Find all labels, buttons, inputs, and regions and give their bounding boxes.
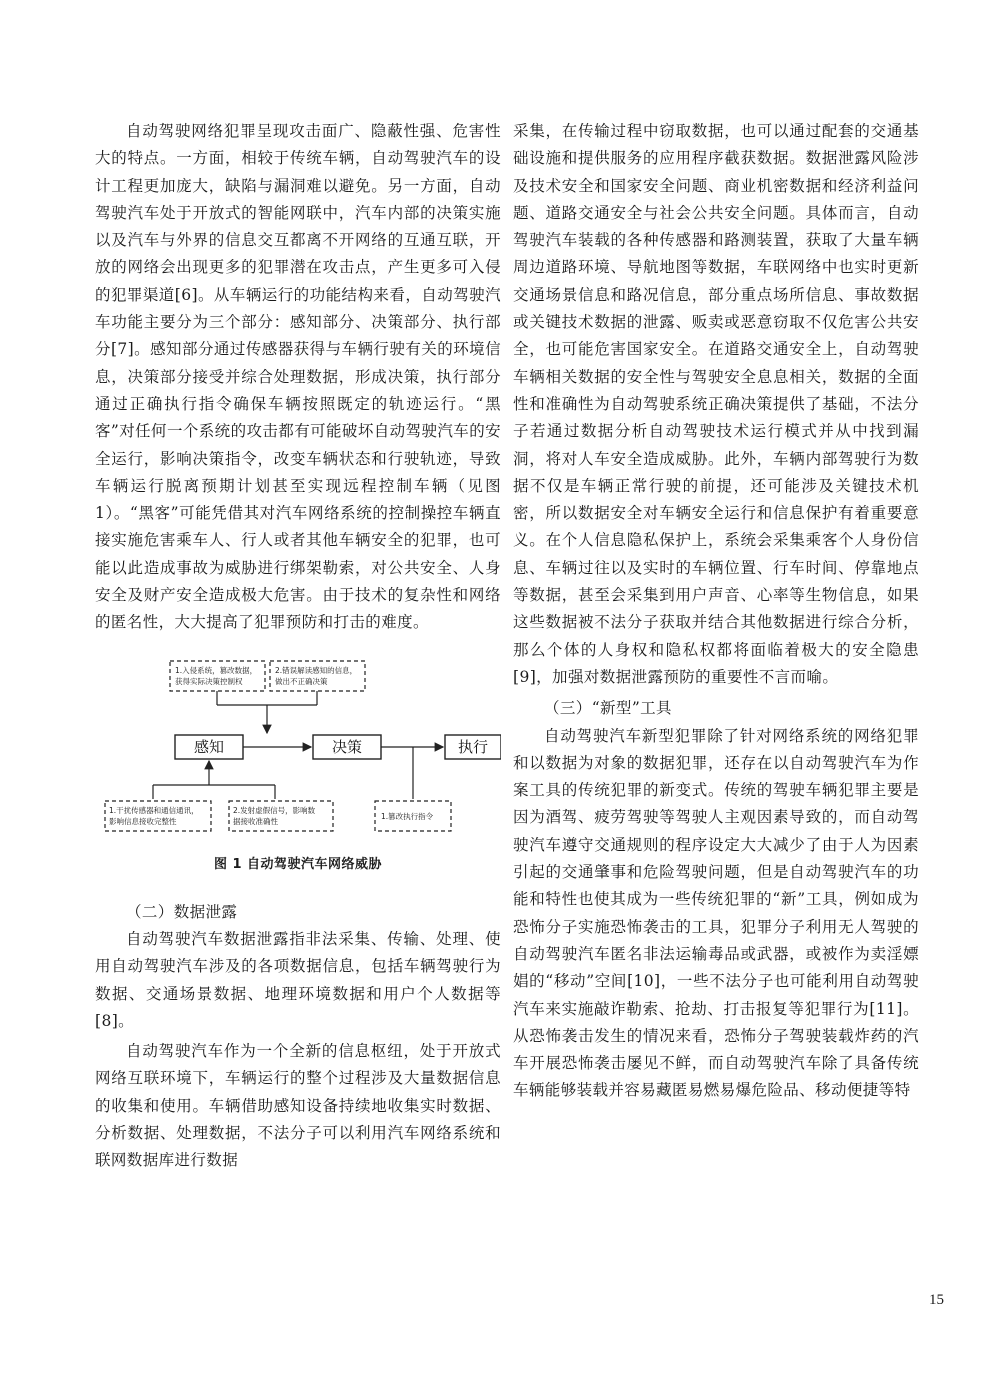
note4-line2: 据接收准确性 xyxy=(233,816,278,826)
section-heading-3: （三）“新型”工具 xyxy=(544,699,672,718)
left-column xyxy=(95,118,501,1175)
box-exec-label: 执行 xyxy=(457,737,489,756)
right-column xyxy=(513,118,919,1105)
section-heading-2: （二）数据泄露 xyxy=(126,902,238,921)
note4-line1: 2.发射虚假信号，影响数 xyxy=(233,805,316,815)
note3-line2: 影响信息接收完整性 xyxy=(109,816,177,826)
paragraph: 自动驾驶网络犯罪呈现攻击面广、隐蔽性强、危害性大的特点。一方面，相较于传统车辆，自动驾驶汽车的设计工程更加庞大，缺陷与漏洞难以避免。另一方面，自动驾驶汽车处于开放式的智能网联中，汽车内部的决策实施以及汽车与外界的信息交互都离不开网络的互通互联，开放的网络会出现更多的犯罪潜在攻击点，产生更多可入侵的犯罪渠道[6]。从车辆运行的功能结构来看，自动驾驶汽车功能主要分为三个部分：感知部分、决策部分、执行部分[7]。感知部分通过传感器获得与车辆行驶有关的环境信息，决策部分接受并综合处理数据，形成决策，执行部分通过正确执行指令确保车辆按照既定的轨迹运行。“黑客”对任何一个系统的攻击都有可能破坏自动驾驶汽车的安全运行，影响决策指令，改变车辆状态和行驶轨迹，导致车辆运行脱离预期计划甚至实现远程控制车辆（见图1）。“黑客”可能凭借其对汽车网络系统的控制操控车辆直接实施危害乘车人、行人或者其他车辆安全的犯罪，也可能以此造成事故为威胁进行绑架勒索，对公共安全、人身安全及财产安全造成极大危害。由于技术的复杂性和网络的匿名性，大大提高了犯罪预防和打击的难度。 xyxy=(95,122,501,632)
paragraph: 采集，在传输过程中窃取数据，也可以通过配套的交通基础设施和提供服务的应用程序截获数据。数据泄露风险涉及技术安全和国家安全问题、商业机密数据和经济利益问题、道路交通安全与社会公共安全问题。具体而言，自动驾驶汽车装载的各种传感器和路测装置，获取了大量车辆周边道路环境、导航地图等数据，车联网络中也实时更新交通场景信息和路况信息，部分重点场所信息、事故数据或关键技术数据的泄露、贩卖或恶意窃取不仅危害公共安全，也可能危害国家安全。在道路交通安全上，自动驾驶车辆相关数据的安全性与驾驶安全息息相关，数据的全面性和准确性为自动驾驶系统正确决策提供了基础，不法分子若通过数据分析自动驾驶技术运行模式并从中找到漏洞，将对人车安全造成威胁。此外，车辆内部驾驶行为数据不仅是车辆正常行驶的前提，还可能涉及关键技术机密，所以数据安全对车辆安全运行和信息保护有着重要意义。在个人信息隐私保护上，系统会采集乘客个人身份信息、车辆过往以及实时的车辆位置、行车时间、停靠地点等数据，甚至会采集到用户声音、心率等生物信息，如果这些数据被不法分子获取并结合其他数据进行综合分析，那么个体的人身权和隐私权都将面临着极大的安全隐患[9]，加强对数据泄露预防的重要性不言而喻。 xyxy=(513,122,919,686)
paragraph: 自动驾驶汽车作为一个全新的信息枢纽，处于开放式网络互联环境下，车辆运行的整个过程涉及大量数据信息的收集和使用。车辆借助感知设备持续地收集实时数据、分析数据、处理数据，不法分子可以利用汽车网络系统和联网数据库进行数据 xyxy=(95,1042,501,1170)
figure-caption: 图 1 自动驾驶汽车网络威胁 xyxy=(213,856,383,872)
page-number: 15 xyxy=(929,1292,944,1308)
threat-diagram xyxy=(95,655,501,875)
note2-line2: 做出不正确决策 xyxy=(275,676,328,686)
note1-line2: 获得实际决策控制权 xyxy=(175,676,243,686)
note1-line1: 1.入侵系统，篡改数据， xyxy=(175,665,258,675)
box-decide-label: 决策 xyxy=(331,737,363,756)
note2-line1: 2.错误解读感知的信息， xyxy=(275,665,358,675)
note3-line1: 1.干扰传感器和通信通讯， xyxy=(109,805,199,815)
figure-1 xyxy=(95,655,501,895)
box-sense-label: 感知 xyxy=(193,737,225,756)
paragraph: 自动驾驶汽车新型犯罪除了针对网络系统的网络犯罪和以数据为对象的数据犯罪，还存在以自动驾驶汽车为作案工具的传统犯罪的新变式。传统的驾驶车辆犯罪主要是因为酒驾、疲劳驾驶等驾驶人主观因素导致的，而自动驾驶汽车遵守交通规则的程序设定大大减少了由于人为因素引起的交通肇事和危险驾驶问题，但是自动驾驶汽车的功能和特性也使其成为一些传统犯罪的“新”工具，例如成为恐怖分子实施恐怖袭击的工具，犯罪分子利用无人驾驶的自动驾驶汽车匿名非法运输毒品或武器，或被作为卖淫嫖娼的“移动”空间[10]，一些不法分子也可能利用自动驾驶汽车来实施敲诈勒索、抢劫、打击报复等犯罪行为[11]。从恐怖袭击发生的情况来看，恐怖分子驾驶装载炸药的汽车开展恐怖袭击屡见不鲜，而自动驾驶汽车除了具备传统车辆能够装载并容易藏匿易燃易爆危险品、移动便捷等特 xyxy=(513,726,919,1100)
paragraph: 自动驾驶汽车数据泄露指非法采集、传输、处理、使用自动驾驶汽车涉及的各项数据信息，包括车辆驾驶行为数据、交通场景数据、地理环境数据和用户个人数据等[8]。 xyxy=(95,929,501,1030)
note5-text: 1.篡改执行指令 xyxy=(381,811,434,821)
